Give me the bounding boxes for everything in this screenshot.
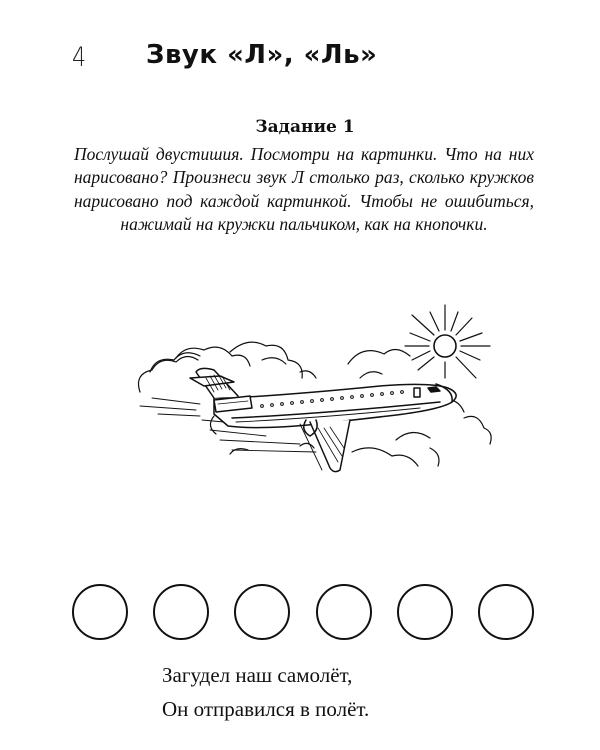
page-title: Звук «Л», «Ль»: [146, 40, 378, 70]
count-circle-6[interactable]: [478, 584, 534, 640]
count-circle-1[interactable]: [72, 584, 128, 640]
poem-line: Загудел наш самолёт,: [162, 663, 353, 687]
count-circle-3[interactable]: [234, 584, 290, 640]
page-number: 4: [72, 42, 87, 73]
count-circle-4[interactable]: [316, 584, 372, 640]
task-instructions: Послушай двустишия. Посмотри на картинки. Что на них нарисовано? Произнеси звук Л столько раз, сколько кружков нарисовано под каждой картинкой. Чтобы не ошибиться, нажимай на кружки пальчиком, как на кнопочки.: [74, 144, 534, 235]
poem-line: Он отправился в полёт.: [162, 697, 370, 721]
poem: [162, 658, 369, 726]
sun-icon: [405, 305, 490, 378]
task-heading: Задание 1: [255, 117, 355, 137]
count-circle-2[interactable]: [153, 584, 209, 640]
count-circle-5[interactable]: [397, 584, 453, 640]
counting-circles: [72, 584, 534, 646]
airplane-icon: [190, 368, 456, 471]
